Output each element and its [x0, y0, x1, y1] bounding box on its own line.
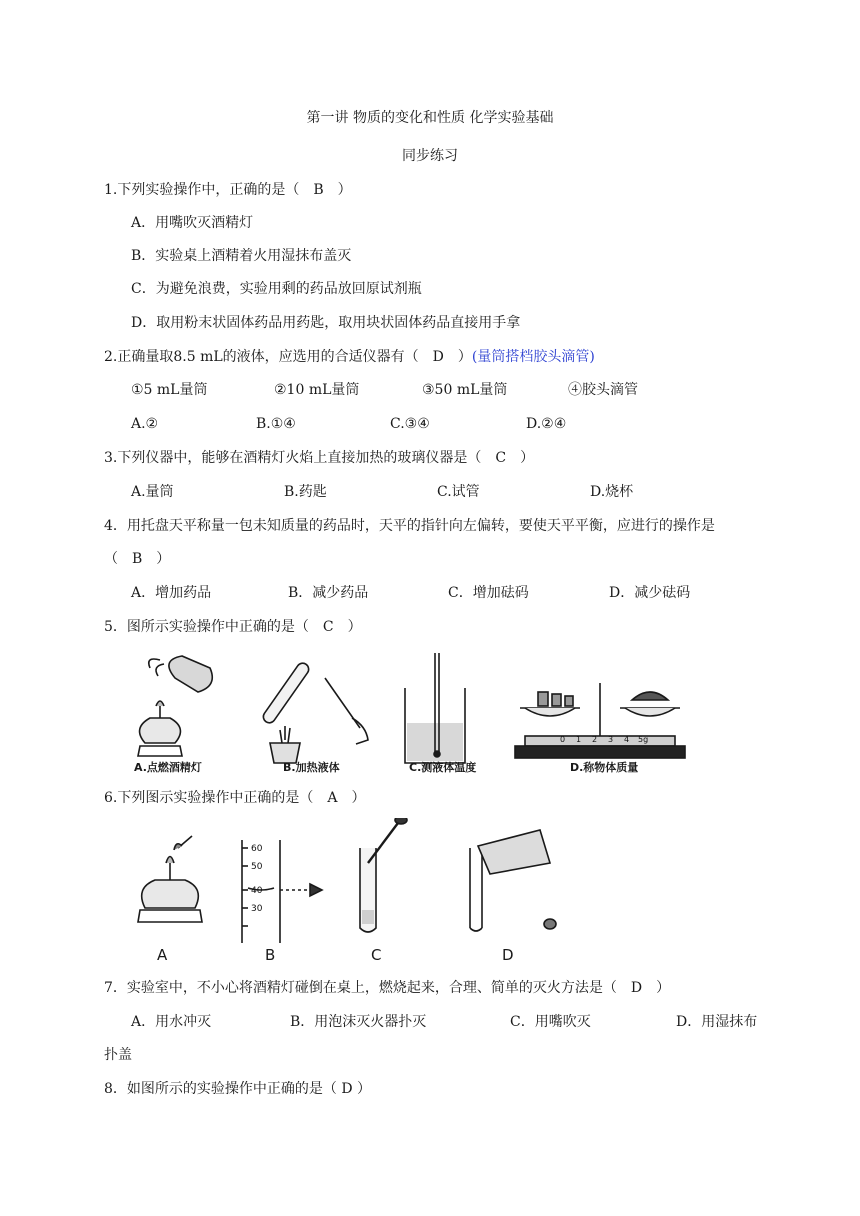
scale-number-4: 4 [624, 735, 630, 744]
q2-stem-text: 2.正确量取8.5 mL的液体，应选用的合适仪器有（ D ） [104, 349, 472, 365]
q4-option-a: A．增加药品 [131, 585, 212, 601]
q6-stem: 6.下列图示实验操作中正确的是（ A ） [104, 790, 366, 806]
balance-icon [515, 683, 685, 758]
q4-stem: 4．用托盘天平称量一包未知质量的药品时，天平的指针向左偏转，要使天平平衡，应进行的操作是 [104, 518, 715, 534]
q2-item-1: ①5 mL量筒 [131, 382, 208, 398]
q2-item-4: ④胶头滴管 [568, 382, 638, 398]
q8-stem: 8．如图所示的实验操作中正确的是（ D ） [104, 1081, 372, 1097]
q1-option-a: A．用嘴吹灭酒精灯 [131, 215, 254, 231]
q4-option-b: B．减少药品 [288, 585, 369, 601]
beaker-thermometer-icon [405, 653, 465, 763]
test-tube-heating-icon [261, 661, 368, 763]
alcohol-lamp-icon [138, 701, 182, 756]
q1-option-d: D．取用粉末状固体药品用药匙，取用块状固体药品直接用手拿 [131, 315, 521, 331]
cylinder-mark-50: 50 [251, 862, 263, 872]
q3-option-a: A.量筒 [131, 484, 174, 500]
scale-number-1: 1 [576, 735, 582, 744]
q5-caption-d: D.称物体质量 [570, 761, 639, 774]
q2-stem [104, 347, 595, 367]
q2-item-2: ②10 mL量筒 [274, 382, 360, 398]
lamp-with-match-icon [138, 836, 202, 922]
q6-figure [130, 818, 590, 950]
q7-option-d: D．用湿抹布 [676, 1014, 758, 1030]
q3-stem: 3.下列仪器中，能够在酒精灯火焰上直接加热的玻璃仪器是（ C ） [104, 450, 535, 466]
q2-option-b: B.①④ [256, 416, 296, 432]
cylinder-mark-40: 40 [251, 886, 263, 896]
q5-stem: 5．图所示实验操作中正确的是（ C ） [104, 619, 362, 635]
scale-number-3: 3 [608, 735, 614, 744]
q7-option-b: B．用泡沫灭火器扑灭 [290, 1014, 427, 1030]
q7-stem: 7．实验室中，不小心将酒精灯碰倒在桌上，燃烧起来，合理、简单的灭火方法是（ D ） [104, 980, 671, 996]
q1-option-b: B．实验桌上酒精着火用湿抹布盖灭 [131, 248, 352, 264]
pouring-reagent-icon [470, 830, 556, 931]
q2-note: (量筒搭档胶头滴管) [471, 349, 595, 365]
q3-option-d: D.烧杯 [590, 484, 634, 500]
q3-option-c: C.试管 [437, 484, 480, 500]
q2-option-c: C.③④ [390, 416, 430, 432]
dropper-test-tube-icon [360, 818, 407, 932]
scale-number-5g: 5g [638, 735, 649, 744]
cylinder-mark-60: 60 [251, 844, 263, 854]
q1-option-c: C．为避免浪费，实验用剩的药品放回原试剂瓶 [131, 281, 422, 297]
scale-number-2: 2 [592, 735, 598, 744]
q6-letter-b: B [265, 946, 276, 964]
q5-caption-b: B.加热液体 [283, 761, 340, 774]
q1-stem: 1.下列实验操作中，正确的是（ B ） [104, 182, 352, 198]
q2-option-d: D.②④ [526, 416, 567, 432]
tilted-lamp-icon [149, 656, 213, 692]
q4-option-c: C．增加砝码 [448, 585, 529, 601]
q4-answer: （ B ） [104, 551, 171, 567]
q6-letter-c: C [371, 946, 382, 964]
q2-item-3: ③50 mL量筒 [422, 382, 508, 398]
q6-letter-d: D [502, 946, 514, 964]
q3-option-b: B.药匙 [284, 484, 327, 500]
cylinder-scale [251, 844, 263, 914]
q7-option-d-wrap: 扑盖 [104, 1047, 132, 1063]
scale-number-0: 0 [560, 735, 566, 744]
page-title: 第一讲 物质的变化和性质 化学实验基础 [306, 110, 554, 126]
q6-letter-a: A [157, 946, 168, 964]
q4-option-d: D．减少砝码 [609, 585, 691, 601]
q2-option-a: A.② [131, 416, 159, 432]
q7-option-c: C．用嘴吹灭 [510, 1014, 591, 1030]
q7-option-a: A．用水冲灭 [131, 1014, 212, 1030]
cylinder-mark-30: 30 [251, 904, 263, 914]
page-subtitle: 同步练习 [402, 148, 458, 164]
q5-caption-a: A.点燃酒精灯 [134, 761, 202, 774]
q5-caption-c: C.测液体温度 [409, 761, 477, 774]
